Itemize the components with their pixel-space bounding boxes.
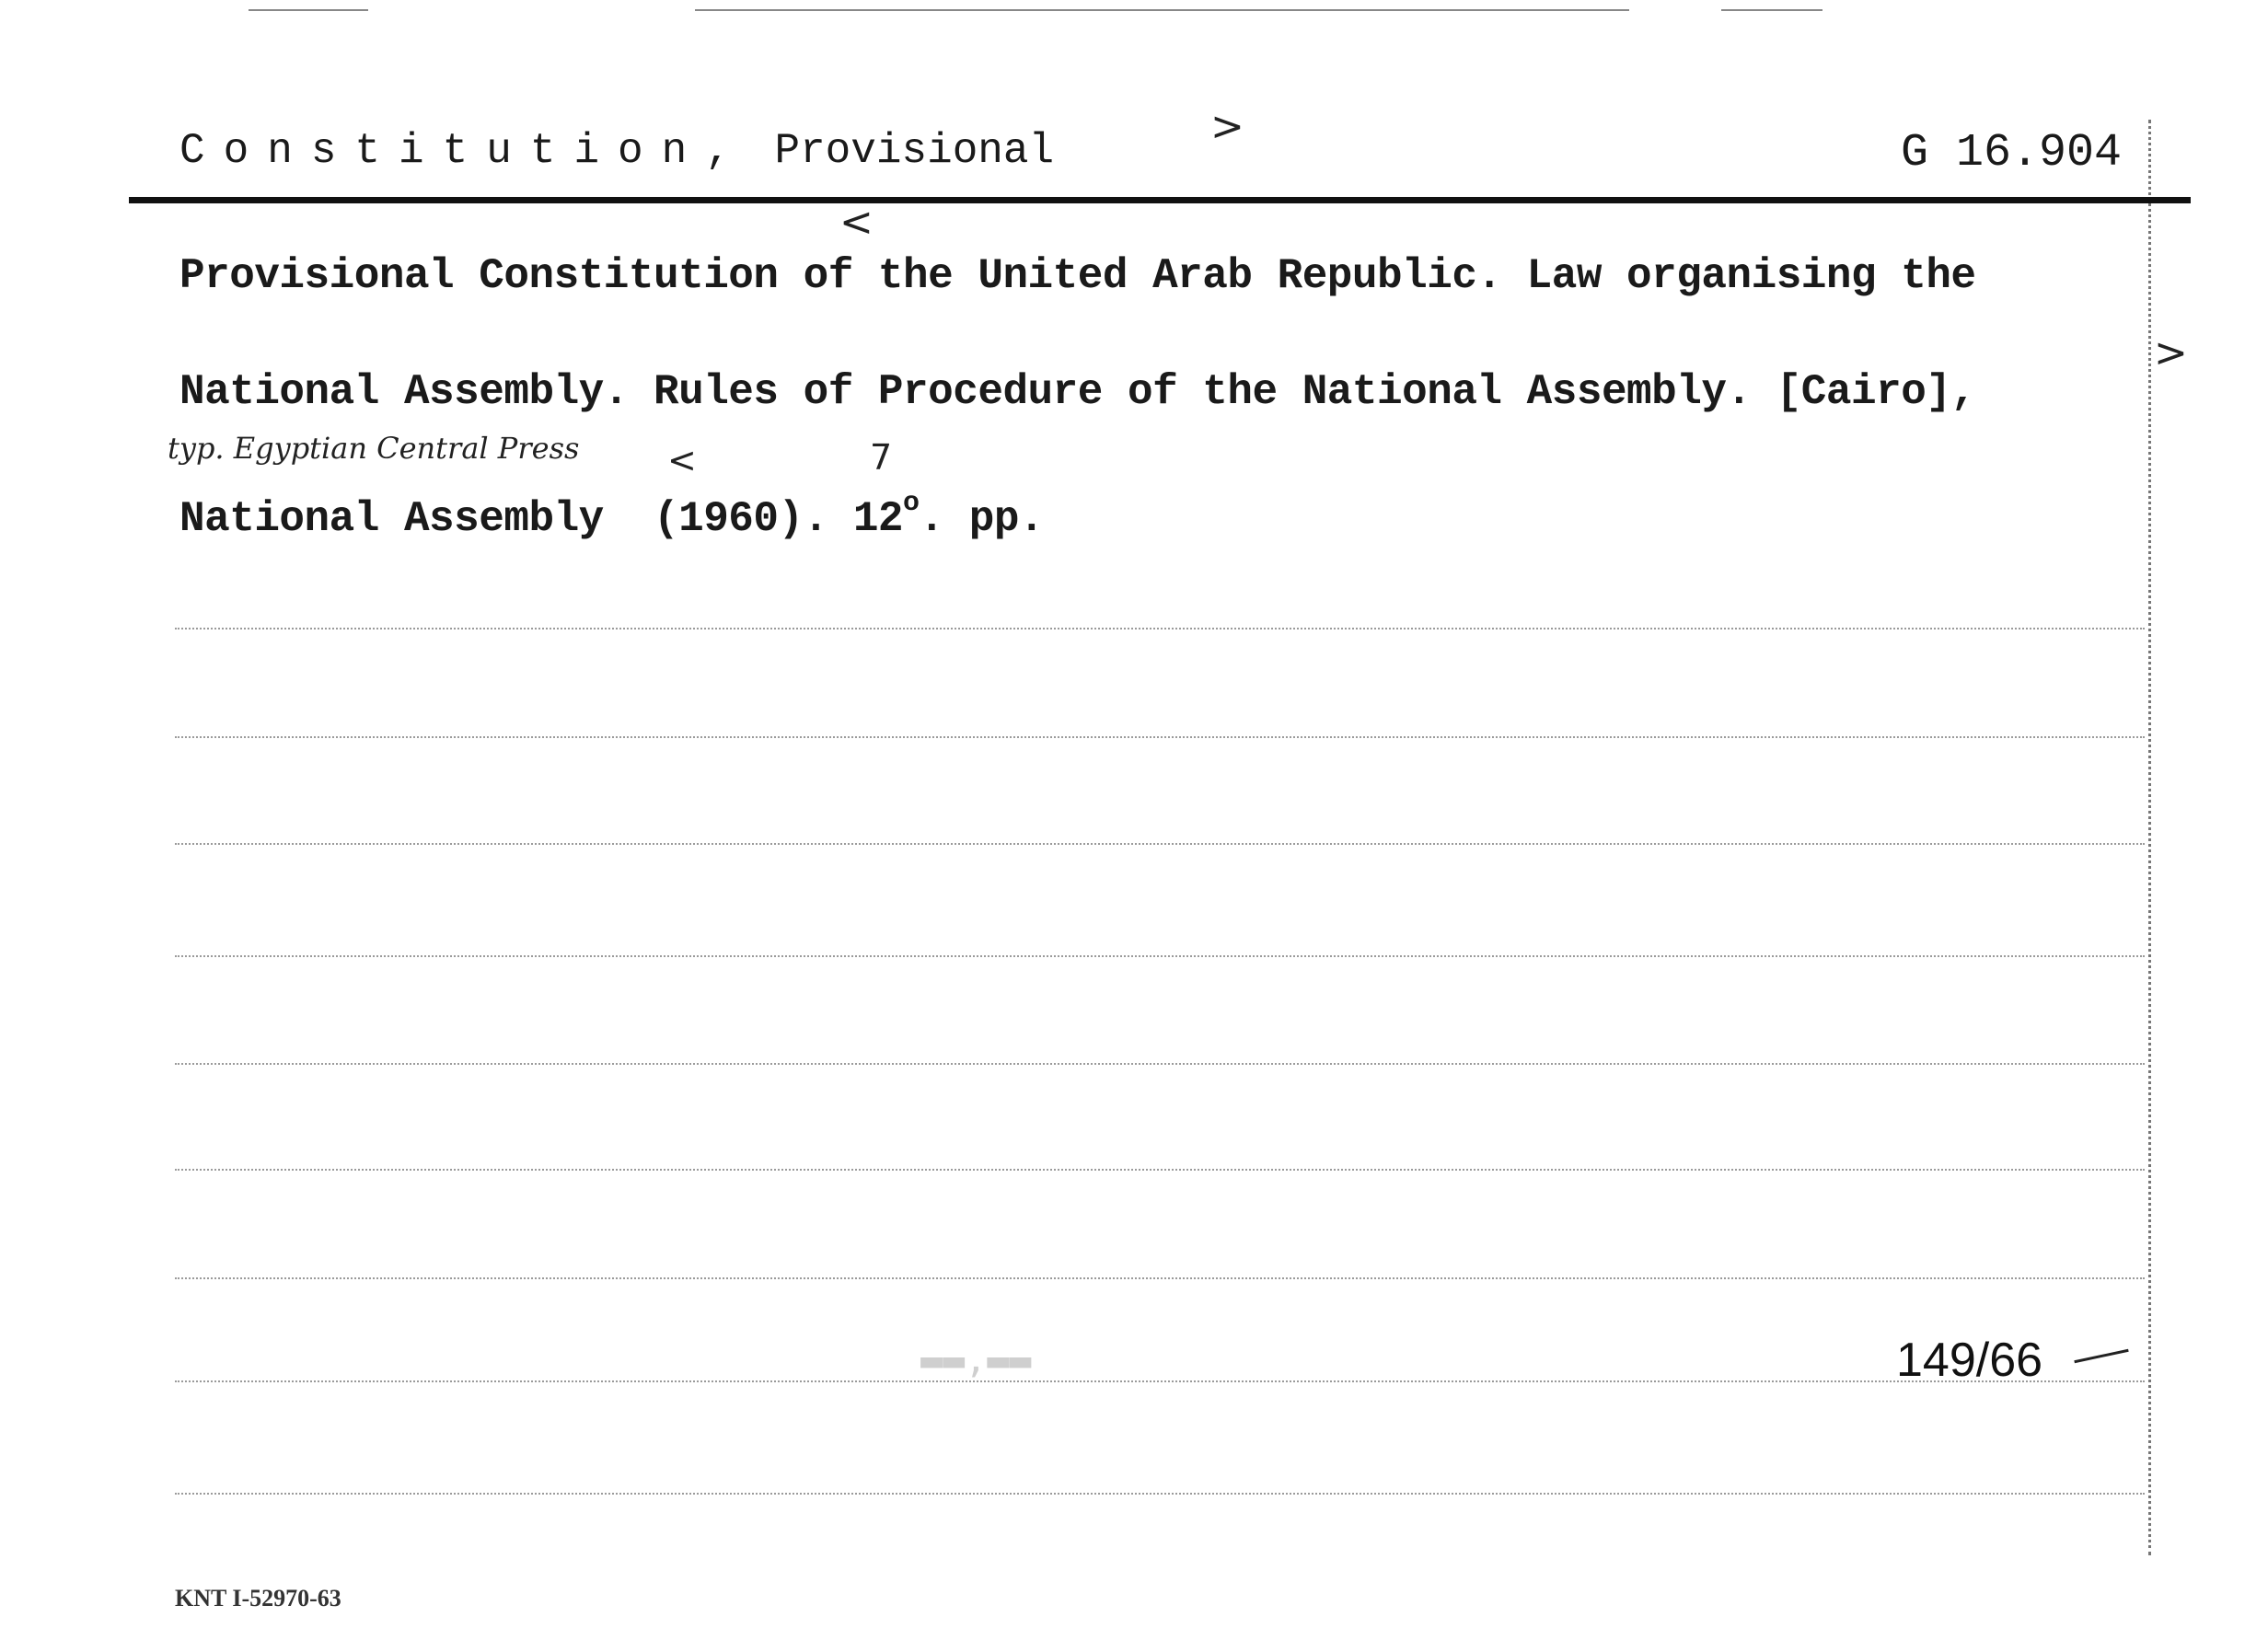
call-number: G 16.904 <box>1901 127 2123 179</box>
accession-number: 149/66 <box>1896 1334 2043 1387</box>
top-rule-3 <box>1721 9 1822 11</box>
imprint-text: National Assembly (1960). 12 <box>179 495 904 543</box>
ruled-line <box>175 843 2145 845</box>
proofmark-caret: > <box>1210 103 1244 150</box>
print-code: KNT I-52970-63 <box>175 1585 341 1611</box>
proofmark-caret: > <box>2154 329 2188 376</box>
heading-rule <box>129 197 2191 203</box>
proofmark-caret: 7 <box>870 437 893 478</box>
imprint-pagination: . pp. <box>919 495 1045 543</box>
handwritten-note: typ. Egyptian Central Press <box>168 431 580 466</box>
ruled-line <box>175 1277 2145 1279</box>
ruled-line <box>175 1169 2145 1171</box>
imprint-line <box>179 488 1044 543</box>
right-edge-dots <box>2148 120 2151 1555</box>
format-superscript: o <box>903 488 920 519</box>
ruled-line <box>175 1380 2145 1382</box>
subject-heading-main: Constitution, <box>179 127 749 175</box>
top-rule-1 <box>249 9 368 11</box>
subject-heading-tail: Provisional <box>774 127 1055 175</box>
title-line-1: Provisional Constitution of the United Arab Republic. Law organising the <box>179 252 1976 300</box>
top-rule-2 <box>695 9 1629 11</box>
ruled-line <box>175 1063 2145 1065</box>
proofmark-caret: < <box>667 440 697 480</box>
proofmark-caret: < <box>839 199 874 246</box>
subject-heading <box>179 127 1054 175</box>
title-line-2: National Assembly. Rules of Procedure of the National Assembly. [Cairo], <box>179 368 1976 416</box>
accession-tick-mark <box>2074 1349 2128 1363</box>
ruled-line <box>175 1493 2145 1495</box>
ruled-line <box>175 736 2145 738</box>
ruled-line <box>175 628 2145 629</box>
faint-stamp: ▬▬,▬▬ <box>920 1339 1032 1381</box>
ruled-line <box>175 955 2145 957</box>
